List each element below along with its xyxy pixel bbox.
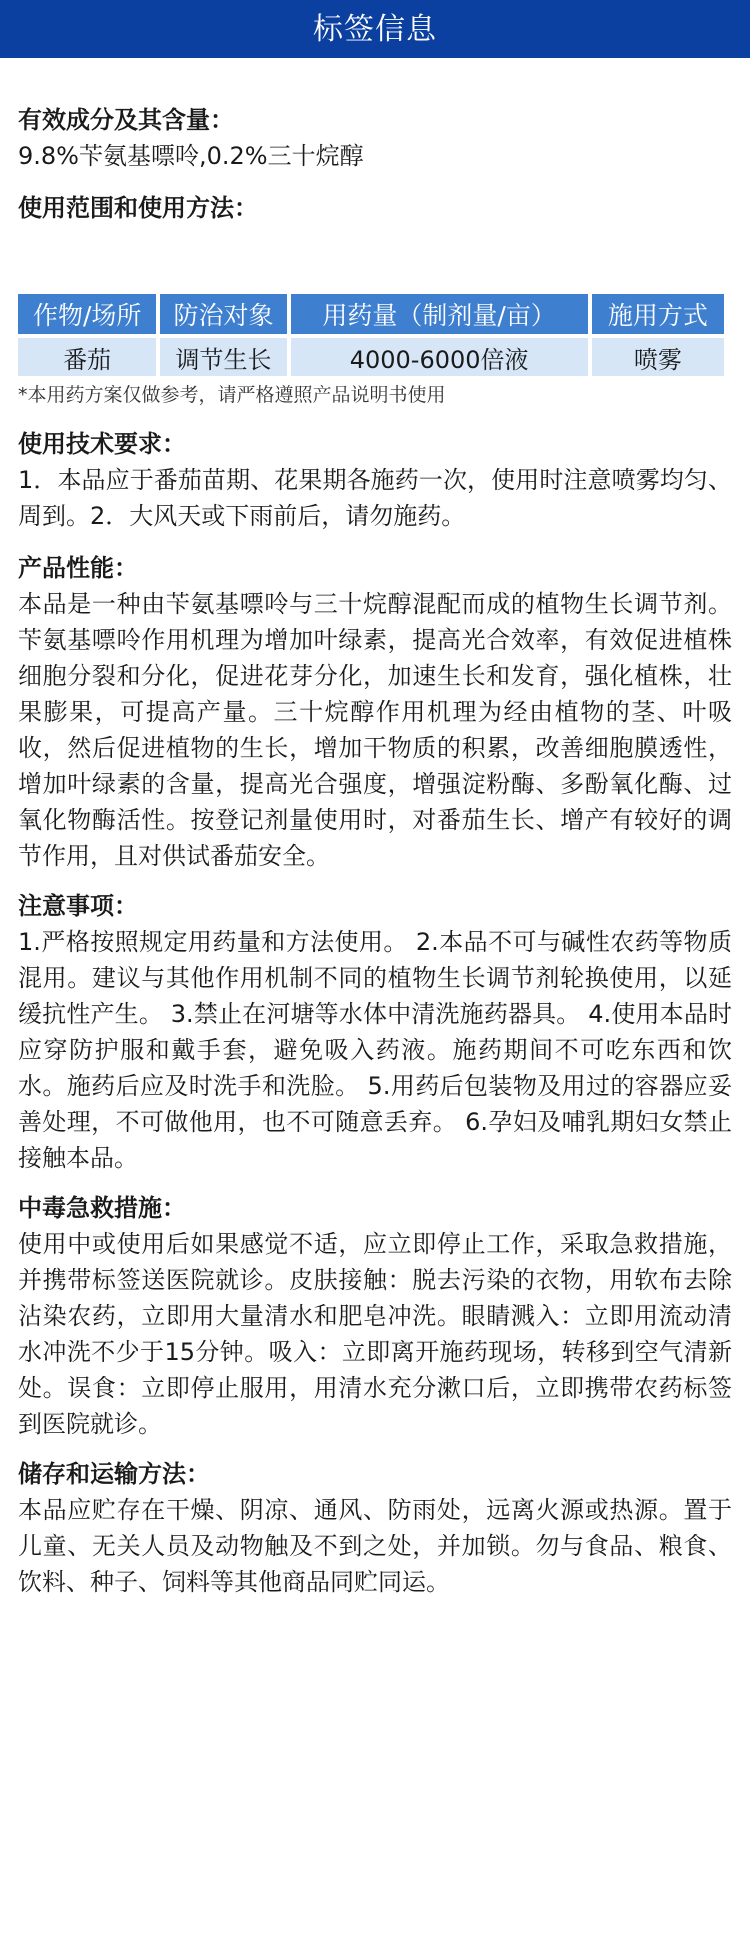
performance-body: 本品是一种由苄氨基嘌呤与三十烷醇混配而成的植物生长调节剂。苄氨基嘌呤作用机理为增加叶绿素，提高光合效率，有效促进植株细胞分裂和分化，促进花芽分化，加速生长和发育，强化植株，壮果膨果，可提高产量。三十烷醇作用机理为经由植物的茎、叶吸收，然后促进植物的生长，增加干物质的积累，改善细胞膜透性，增加叶绿素的含量，提高光合强度，增强淀粉酶、多酚氧化酶、过氧化物酶活性。按登记剂量使用时，对番茄生长、增产有较好的调节作用，且对供试番茄安全。 [18, 590, 732, 870]
active-ingredient-section [18, 102, 732, 174]
page-header [0, 0, 750, 58]
cell-method: 喷雾 [592, 338, 724, 376]
technical-body: 1．本品应于番茄苗期、花果期各施药一次，使用时注意喷雾均匀、周到。2．大风天或下雨前后，请勿施药。 [18, 466, 732, 530]
precautions-section [18, 888, 732, 1176]
dose-table [14, 290, 728, 380]
usage-title: 使用范围和使用方法： [18, 194, 258, 222]
storage-title: 储存和运输方法： [18, 1460, 210, 1488]
performance-title: 产品性能： [18, 554, 138, 582]
table-row [18, 338, 724, 376]
page-title: 标签信息 [313, 12, 437, 47]
first-aid-title: 中毒急救措施： [18, 1194, 186, 1222]
header-dosage: 用药量（制剂量/亩） [291, 294, 588, 334]
active-ingredient-title: 有效成分及其含量： [18, 106, 234, 134]
storage-section [18, 1456, 732, 1600]
performance-section [18, 550, 732, 874]
storage-body: 本品应贮存在干燥、阴凉、通风、防雨处，远离火源或热源。置于儿童、无关人员及动物触及不到之处，并加锁。勿与食品、粮食、饮料、种子、饲料等其他商品同贮同运。 [18, 1496, 732, 1596]
label-content [0, 102, 750, 1600]
technical-title: 使用技术要求： [18, 430, 186, 458]
header-method: 施用方式 [592, 294, 724, 334]
active-ingredient-body: 9.8%苄氨基嘌呤,0.2%三十烷醇 [18, 142, 364, 170]
dose-table-note: *本用药方案仅做参考，请严格遵照产品说明书使用 [18, 384, 446, 406]
precautions-title: 注意事项： [18, 892, 138, 920]
cell-crop: 番茄 [18, 338, 156, 376]
technical-section [18, 426, 732, 534]
dose-table-header-row [18, 294, 724, 334]
cell-dosage: 4000-6000倍液 [291, 338, 588, 376]
dose-table-section [18, 290, 732, 410]
usage-section [18, 190, 732, 226]
first-aid-body: 使用中或使用后如果感觉不适，应立即停止工作，采取急救措施，并携带标签送医院就诊。皮肤接触：脱去污染的衣物，用软布去除沾染农药，立即用大量清水和肥皂冲洗。眼睛溅入：立即用流动清水冲洗不少于15分钟。吸入：立即离开施药现场，转移到空气清新处。误食：立即停止服用，用清水充分漱口后，立即携带农药标签到医院就诊。 [18, 1230, 732, 1438]
header-crop: 作物/场所 [18, 294, 156, 334]
header-target: 防治对象 [160, 294, 286, 334]
precautions-body: 1.严格按照规定用药量和方法使用。 2.本品不可与碱性农药等物质混用。建议与其他作用机制不同的植物生长调节剂轮换使用，以延缓抗性产生。 3.禁止在河塘等水体中清洗施药器具。 4.使用本品时应穿防护服和戴手套，避免吸入药液。施药期间不可吃东西和饮水。施药后应及时洗手和洗脸。 5.用药后包装物及用过的容器应妥善处理，不可做他用，也不可随意丢弃。 6.孕妇及哺乳期妇女禁止接触本品。 [18, 928, 732, 1172]
first-aid-section [18, 1190, 732, 1442]
cell-target: 调节生长 [160, 338, 286, 376]
